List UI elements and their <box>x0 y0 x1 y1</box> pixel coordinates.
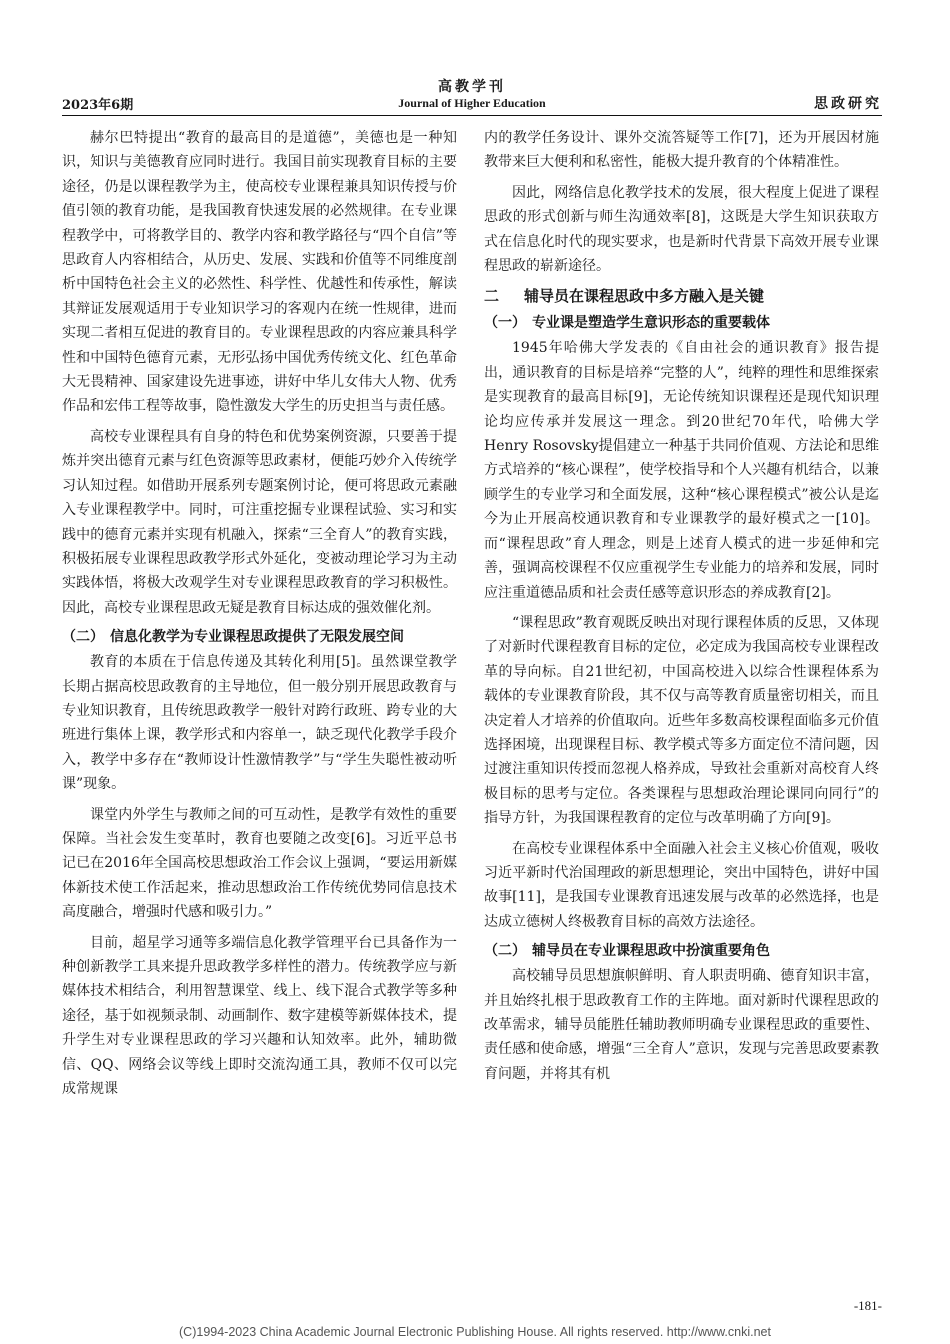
section-title: 辅导员在课程思政中多方融入是关键 <box>524 287 765 306</box>
section-heading <box>484 284 879 308</box>
page-header <box>62 76 882 116</box>
subsection-heading <box>484 940 879 962</box>
issue-label: 2023年6期 <box>62 98 134 113</box>
subsection-title: 辅导员在专业课程思政中扮演重要角色 <box>532 943 770 960</box>
paragraph: 教育的本质在于信息传递及其转化利用[5]。虽然课堂教学长期占据高校思政教育的主导地位，但一般分别开展思政教育与专业知识教育，且传统思政教学一般针对跨行政班、跨专业的大班进行集体上课，教学形式和内容单一，缺乏现代化教学手段介入，教学中多存在“教师设计性激情教学”与“学生失聪性被动听课”现象。 <box>62 654 457 793</box>
right-column <box>484 126 879 1092</box>
paragraph: 高校专业课程具有自身的特色和优势案例资源，只要善于提炼并突出德育元素与红色资源等思政素材，便能巧妙介入传统学习认知过程。如借助开展系列专题案例讨论，便可将思政元素融入专业课程教学中。同时，可注重挖掘专业课程试验、实习和实践中的德育元素并实现有机融入，探索“三全育人”的教育实践，积极拓展专业课程思政教学形式外延化，变被动理论学习为主动实践体悟，将极大改观学生对专业课程思政教育的学习积极性。因此，高校专业课程思政无疑是教育目标达成的强效催化剂。 <box>62 428 457 616</box>
subsection-number: （二） <box>484 943 526 960</box>
subsection-heading <box>62 626 457 648</box>
subsection-title: 专业课是塑造学生意识形态的重要载体 <box>532 315 770 332</box>
left-column <box>62 126 457 1107</box>
section-label: 思政研究 <box>814 96 882 112</box>
subsection-number: （一） <box>484 315 526 332</box>
paragraph: 内的教学任务设计、课外交流答疑等工作[7]，还为开展因材施教带来巨大便利和私密性，能极大提升教育的个体精准性。 <box>484 130 879 171</box>
copyright-line: (C)1994-2023 China Academic Journal Electronic Publishing House. All rights reserved. http://www.cnki.net <box>179 1325 771 1339</box>
header-divider <box>62 115 882 116</box>
subsection-number: （二） <box>62 629 104 646</box>
journal-title-en: Journal of Higher Education <box>398 96 546 110</box>
subsection-title: 信息化教学为专业课程思政提供了无限发展空间 <box>110 629 404 646</box>
paragraph: 高校辅导员思想旗帜鲜明、育人职责明确、德育知识丰富，并且始终扎根于思政教育工作的主阵地。面对新时代课程思政的改革需求，辅导员能胜任辅助教师明确专业课程思政的重要性、责任感和使命感，增强“三全育人”意识，发现与完善思政要素教育问题，并将其有机 <box>484 968 879 1082</box>
paragraph: 因此，网络信息化教学技术的发展，很大程度上促进了课程思政的形式创新与师生沟通效率[8]，这既是大学生知识获取方式在信息化时代的现实要求，也是新时代背景下高效开展专业课程思政的崭新途径。 <box>484 184 879 275</box>
page-number: -181- <box>853 1298 882 1313</box>
subsection-heading <box>484 312 879 334</box>
paragraph: 课堂内外学生与教师之间的可互动性，是教学有效性的重要保障。当社会发生变革时，教育也要随之改变[6]。习近平总书记已在2016年全国高校思想政治工作会议上强调，“要运用新媒体新技术使工作活起来，推动思想政治工作传统优势同信息技术高度融合，增强时代感和吸引力。” <box>62 806 457 921</box>
paragraph: “课程思政”教育观既反映出对现行课程体质的反思，又体现了对新时代课程教育目标的定位，必定成为我国高校专业课程改革的导向标。自21世纪初，中国高校进入以综合性课程体系为载体的专业课教育阶段，其不仅与高等教育质量密切相关，而且决定着人才培养的价值取向。近些年多数高校课程面临多元价值选择困境，出现课程目标、教学模式等多方面定位不清问题，因过渡注重知识传授而忽视人格养成，导致社会重新对高校育人终极目标的思考与定位。各类课程与思想政治理论课同向同行”的指导方针，为我国课程教育的定位与改革明确了方向[9]。 <box>484 614 879 827</box>
paragraph: 在高校专业课程体系中全面融入社会主义核心价值观，吸收习近平新时代治国理政的新思想理论，突出中国特色，讲好中国故事[11]，是我国专业课教育迅速发展与改革的必然选择，也是达成立德树人终极教育目标的高效方法途径。 <box>484 840 879 930</box>
paragraph: 1945年哈佛大学发表的《自由社会的通识教育》报告提出，通识教育的目标是培养“完整的人”，纯粹的理性和思维探索是实现教育的最高目标[9]，无论传统知识课程还是现代知识理论均应传承并发展这一理念。到20世纪70年代，哈佛大学Henry Rosovsky提倡建立一种基于共同价值观、方法论和思维方式培养的“核心课程”，使学校指导和个人兴趣有机结合，以兼顾学生的专业学习和全面发展，这种“核心课程模式”被公认是迄今为止开展高校通识教育和专业课教学的最好模式之一[10]。而“课程思政”育人理念，则是上述育人模式的进一步延伸和完善，强调高校课程不仅应重视学生专业能力的培养和发展，同时应注重道德品质和社会责任感等意识形态的养成教育[2]。 <box>484 340 879 601</box>
journal-title-cn: 高教学刊 <box>438 79 506 95</box>
paragraph: 目前，超星学习通等多端信息化教学管理平台已具备作为一种创新教学工具来提升思政教学多样性的潜力。传统教学应与新媒体技术相结合，利用智慧课堂、线上、线下混合式教学等多种途径，基于如视频录制、动画制作、数字建模等新媒体技术，提升学生对专业课程思政的学习兴趣和认知效率。此外，辅助微信、QQ、网络会议等线上即时交流沟通工具，教师不仅可以完成常规课 <box>62 934 457 1098</box>
paragraph: 赫尔巴特提出“教育的最高目的是道德”，美德也是一种知识，知识与美德教育应同时进行。我国目前实现教育目标的主要途径，仍是以课程教学为主，使高校专业课程兼具知识传授与价值引领的教育功能，是我国教育快速发展的必然规律。在专业课程教学中，可将教学目的、教学内容和教学路径与“四个自信”等思政育人内容相结合，从历史、发展、实践和价值等不同维度剖析中国特色社会主义的必然性、科学性、优越性和传承性，解读其辩证发展观适用于专业知识学习的客观内在统一性规律，进而实现二者相互促进的教育目的。专业课程思政的内容应兼具科学性和中国特色德育元素，无形弘扬中国优秀传统文化、红色革命大无畏精神、国家建设先进事迹，讲好中华儿女伟大人物、优秀作品和宏伟工程等故事，隐性激发大学生的历史担当与责任感。 <box>62 130 457 415</box>
section-number: 二 <box>484 287 500 306</box>
